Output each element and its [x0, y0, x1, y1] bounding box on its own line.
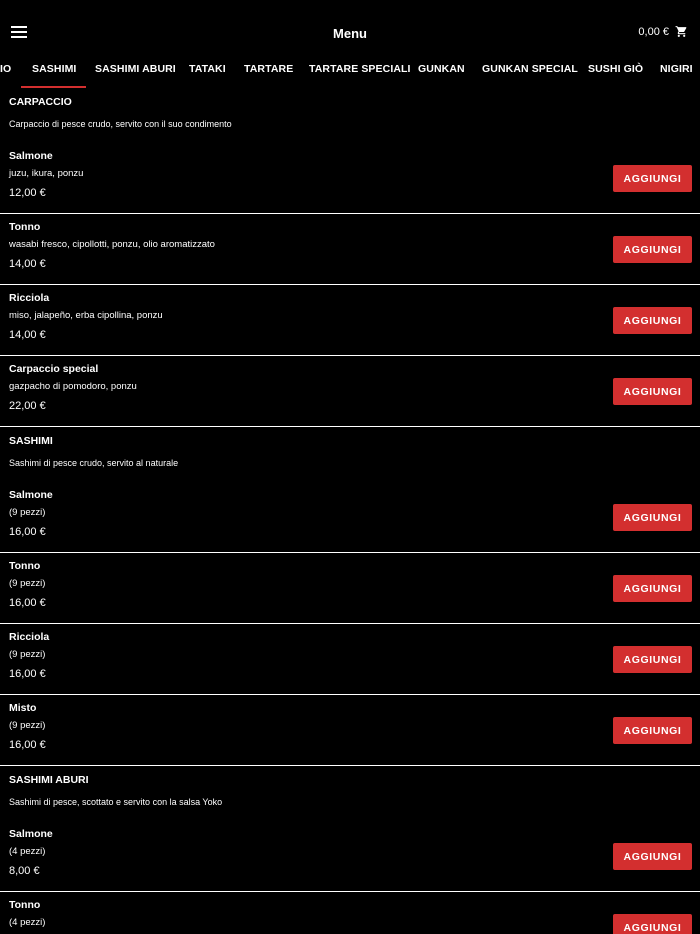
- tab-sashimi-aburi[interactable]: SASHIMI ABURI: [95, 63, 176, 75]
- menu-item: [0, 214, 700, 285]
- item-description: (9 pezzi): [9, 507, 46, 518]
- item-description: gazpacho di pomodoro, ponzu: [9, 381, 137, 392]
- menu-item: [0, 356, 700, 427]
- add-button[interactable]: AGGIUNGI: [613, 575, 692, 602]
- item-name: Carpaccio special: [9, 363, 99, 375]
- item-price: 16,00 €: [9, 668, 46, 680]
- item-description: (9 pezzi): [9, 720, 46, 731]
- add-button[interactable]: AGGIUNGI: [613, 236, 692, 263]
- item-description: (4 pezzi): [9, 917, 46, 928]
- item-name: Tonno: [9, 899, 41, 911]
- item-name: Misto: [9, 702, 37, 714]
- tab-io[interactable]: IO: [0, 63, 12, 75]
- page-title: Menu: [333, 26, 367, 41]
- item-name: Ricciola: [9, 631, 50, 643]
- item-name: Tonno: [9, 560, 41, 572]
- section-description: Sashimi di pesce crudo, servito al naturale: [9, 458, 179, 468]
- category-tabs: [0, 62, 700, 88]
- menu-item: [0, 553, 700, 624]
- tab-tartare-speciali[interactable]: TARTARE SPECIALI: [309, 63, 411, 75]
- menu-item: [0, 821, 700, 892]
- tab-sashimi[interactable]: SASHIMI: [32, 62, 76, 88]
- add-button[interactable]: AGGIUNGI: [613, 378, 692, 405]
- cart-button[interactable]: [638, 25, 688, 38]
- menu-item: [0, 482, 700, 553]
- item-description: (9 pezzi): [9, 578, 46, 589]
- tab-gunkan-special[interactable]: GUNKAN SPECIAL: [482, 63, 578, 75]
- item-price: 14,00 €: [9, 329, 46, 341]
- tab-tataki[interactable]: TATAKI: [189, 63, 226, 75]
- item-name: Ricciola: [9, 292, 50, 304]
- item-name: Salmone: [9, 489, 53, 501]
- add-button[interactable]: AGGIUNGI: [613, 717, 692, 744]
- tab-tartare[interactable]: TARTARE: [244, 63, 294, 75]
- add-button[interactable]: AGGIUNGI: [613, 843, 692, 870]
- item-description: (9 pezzi): [9, 649, 46, 660]
- menu-item: [0, 143, 700, 214]
- top-app-bar: [0, 0, 700, 62]
- item-price: 22,00 €: [9, 400, 46, 412]
- section-title-sashimi-aburi: SASHIMI ABURI: [9, 774, 89, 786]
- tab-sushi-gio[interactable]: SUSHI GIÒ: [588, 63, 644, 75]
- menu-item: [0, 285, 700, 356]
- item-price: 16,00 €: [9, 597, 46, 609]
- item-price: 16,00 €: [9, 526, 46, 538]
- section-description: Carpaccio di pesce crudo, servito con il suo condimento: [9, 119, 232, 129]
- section-title-sashimi: SASHIMI: [9, 435, 53, 447]
- cart-total: 0,00 €: [638, 25, 669, 38]
- menu-item: [0, 695, 700, 766]
- item-name: Salmone: [9, 828, 53, 840]
- add-button[interactable]: AGGIUNGI: [613, 504, 692, 531]
- tab-nigiri[interactable]: NIGIRI: [660, 63, 693, 75]
- section-title-carpaccio: CARPACCIO: [9, 96, 72, 108]
- item-price: 14,00 €: [9, 258, 46, 270]
- add-button[interactable]: AGGIUNGI: [613, 914, 692, 934]
- menu-item: [0, 892, 700, 934]
- item-description: (4 pezzi): [9, 846, 46, 857]
- item-price: 16,00 €: [9, 739, 46, 751]
- item-description: miso, jalapeño, erba cipollina, ponzu: [9, 310, 163, 321]
- shopping-cart-icon: [675, 25, 688, 38]
- item-name: Tonno: [9, 221, 41, 233]
- item-description: wasabi fresco, cipollotti, ponzu, olio aromatizzato: [9, 239, 215, 250]
- add-button[interactable]: AGGIUNGI: [613, 307, 692, 334]
- add-button[interactable]: AGGIUNGI: [613, 646, 692, 673]
- item-description: juzu, ikura, ponzu: [9, 168, 84, 179]
- section-description: Sashimi di pesce, scottato e servito con la salsa Yoko: [9, 797, 223, 807]
- add-button[interactable]: AGGIUNGI: [613, 165, 692, 192]
- tab-gunkan[interactable]: GUNKAN: [418, 63, 465, 75]
- item-price: 12,00 €: [9, 187, 46, 199]
- item-name: Salmone: [9, 150, 53, 162]
- item-price: 8,00 €: [9, 865, 40, 877]
- menu-item: [0, 624, 700, 695]
